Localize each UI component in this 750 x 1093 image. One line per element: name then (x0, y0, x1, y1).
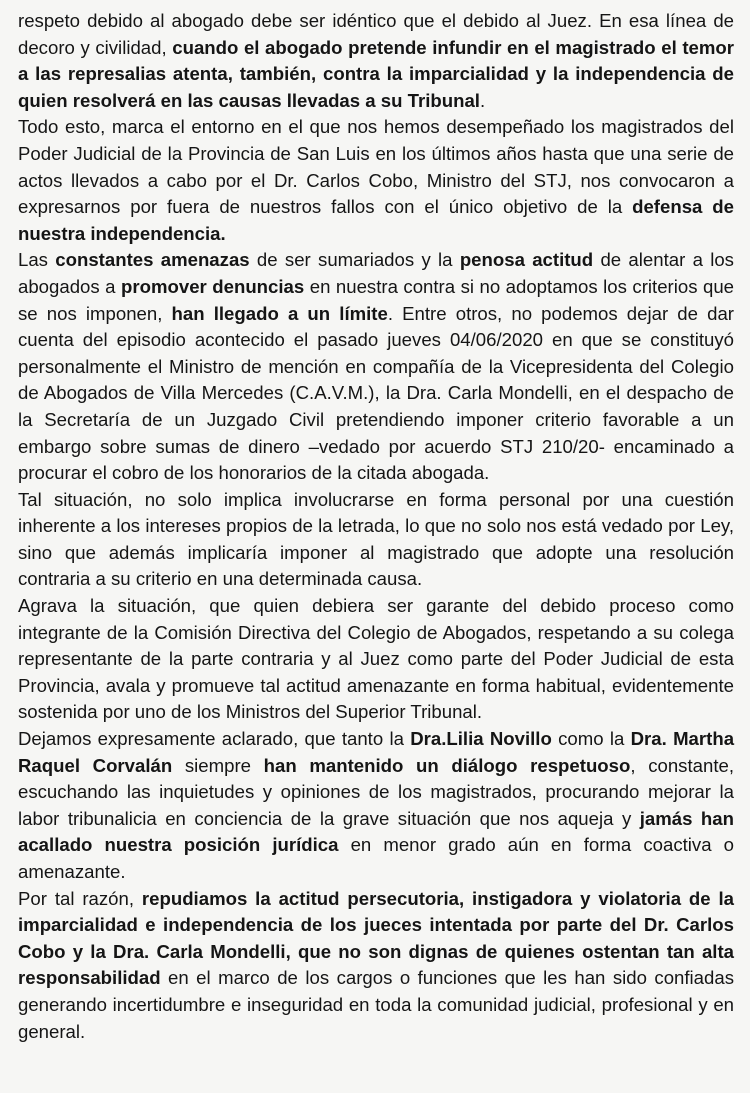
bold-text-run: promover denuncias (121, 275, 305, 297)
text-run: Agrava la situación, que quien debiera ser garante del debido proceso como integrante de la Comisión Directiva del Colegio de Abogados, respetando a su colega representante de la parte contraria y al Juez como parte del Poder Judicial de esta Provincia, avala y promueve tal actitud amenazante en forma habitual, evidentemente sostenida por uno de los Ministros del Superior Tribunal. (18, 595, 734, 723)
text-run: Por tal razón, (18, 887, 142, 909)
bold-text-run: penosa actitud (459, 249, 594, 271)
text-run: respeto debido al abogado debe ser idéntico que el debido al Juez. En esa línea de decoro y civilidad, (18, 10, 734, 58)
bold-text-run: repudiamos la actitud persecutoria, instigadora y violatoria de la imparcialidad e independencia de los jueces intentada por parte del Dr. Carlos Cobo y la Dra. Carla Mondelli, que no son dignas de quienes ostentan tan alta responsabilidad (18, 887, 735, 989)
text-run: de alentar a los abogados a (18, 249, 734, 297)
text-run: como la (551, 728, 631, 750)
text-run: Tal situación, no solo implica involucrarse en forma personal por una cuestión inherente a los intereses propios de la letrada, lo que no solo nos está vedado por Ley, sino que además implicaría imponer al magistrado que adopte una resolución contraria a su criterio en una determinada causa. (18, 488, 734, 590)
bold-text-run: han mantenido un diálogo respetuoso (263, 754, 631, 776)
bold-text-run: Dra.Lilia Novillo (410, 728, 552, 750)
text-run: en menor grado aún en forma coactiva o amenazante. (18, 834, 734, 882)
paragraph-amenazas (18, 247, 734, 486)
text-run: Las (18, 249, 56, 271)
text-run: en el marco de los cargos o funciones que les han sido confiadas generando incertidumbre e inseguridad en toda la comunidad judicial, profesional y en general. (18, 967, 734, 1042)
document-body (18, 8, 734, 1045)
bold-text-run: jamás han acallado nuestra posición jurídica (18, 807, 734, 856)
paragraph-entorno (18, 114, 734, 247)
bold-text-run: han llegado a un límite (171, 302, 388, 324)
bold-text-run: defensa de nuestra independencia. (18, 196, 734, 244)
text-run: de ser sumariados y la (249, 249, 460, 271)
paragraph-repudio (18, 886, 734, 1046)
text-run: . (479, 89, 486, 111)
paragraph-situacion (18, 487, 734, 593)
text-run: , constante, escuchando las inquietudes y opiniones de los magistrados, procurando mejorar la labor tribunalicia en conciencia de la grave situación que nos aqueja y (18, 754, 734, 829)
text-run: Dejamos expresamente aclarado, que tanto la (18, 728, 411, 750)
paragraph-aclaracion (18, 726, 734, 886)
text-run: Todo esto, marca el entorno en el que nos hemos desempeñado los magistrados del Poder Judicial de la Provincia de San Luis en los últimos años hasta que una serie de actos llevados a cabo por el Dr. Carlos Cobo, Ministro del STJ, nos convocaron a expresarnos por fuera de nuestros fallos con el único objetivo de la (18, 116, 734, 218)
bold-text-run: constantes amenazas (55, 249, 250, 271)
bold-text-run: cuando el abogado pretende infundir en el magistrado el temor a las represalias atenta, también, contra la imparcialidad y la independencia de quien resolverá en las causas llevadas a su Tribunal (18, 36, 734, 111)
bold-text-run: Dra. Martha Raquel Corvalán (18, 728, 735, 776)
text-run: . Entre otros, no podemos dejar de dar cuenta del episodio acontecido el pasado jueves 04/06/2020 en que se constituyó personalmente el Ministro de mención en compañía de la Vicepresidenta del Colegio de Abogados de Villa Mercedes (C.A.V.M.), la Dra. Carla Mondelli, en el despacho de la Secretaría de un Juzgado Civil pretendiendo imponer criterio favorable a un embargo sobre sumas de dinero –vedado por acuerdo STJ 210/20- encaminado a procurar el cobro de los honorarios de la citada abogada. (18, 302, 734, 484)
paragraph-agrava (18, 593, 734, 726)
paragraph-decoro (18, 8, 734, 114)
text-run: siempre (172, 754, 264, 776)
text-run: en nuestra contra si no adoptamos los criterios que se nos imponen, (18, 275, 735, 324)
